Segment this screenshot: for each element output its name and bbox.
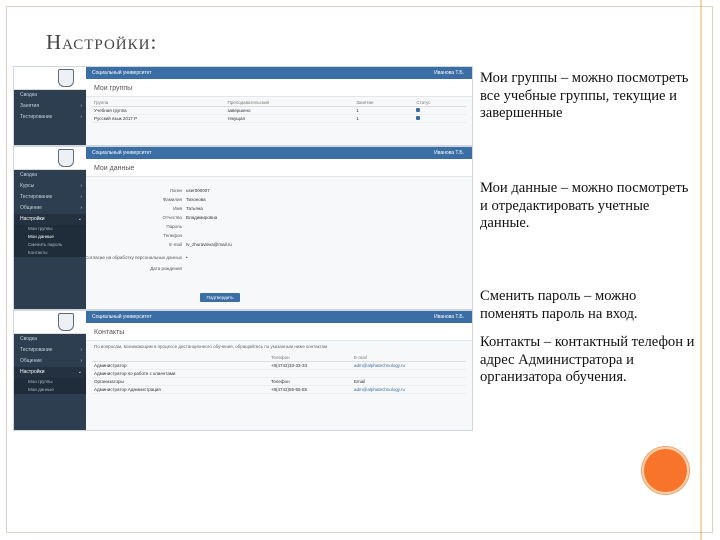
- sidebar-item-label: Общение: [20, 205, 42, 211]
- name-field[interactable]: Татьяна: [186, 206, 203, 211]
- sidebar-item-label: Тестирование: [20, 114, 53, 120]
- groups-table: [92, 99, 466, 123]
- chevron-right-icon: ›: [80, 205, 82, 211]
- table-cell: Организаторы: [92, 378, 269, 386]
- field-label: Пароль: [166, 224, 182, 229]
- sidebar-item-testing[interactable]: [14, 345, 86, 356]
- topbar-brand[interactable]: Социальный университет: [92, 314, 152, 320]
- field-label: Имя: [173, 206, 182, 211]
- form-row-consent: [86, 254, 472, 262]
- form-row-phone: [86, 232, 472, 240]
- form-row-surname: [86, 196, 472, 204]
- main-panel: [86, 323, 472, 430]
- table-row: [92, 386, 466, 394]
- sidebar-item-label: Общение: [20, 358, 42, 364]
- email-link[interactable]: adm@alphatechnology.ru: [352, 386, 466, 394]
- check-icon: [416, 116, 420, 120]
- column-header: E-mail: [352, 354, 466, 362]
- main-panel: [86, 79, 472, 145]
- table-cell: [414, 115, 466, 123]
- sidebar-subitem-change-password[interactable]: Сменить пароль: [14, 241, 86, 249]
- bullet-contacts: Контакты – контактный телефон и адрес Администратора и организатора обучения.: [480, 334, 695, 385]
- table-cell: [414, 107, 466, 115]
- chevron-right-icon: ›: [80, 183, 82, 189]
- column-header: [92, 354, 269, 362]
- decorative-circle: [642, 447, 689, 494]
- table-cell: Email: [352, 378, 466, 386]
- column-header[interactable]: Занятие: [354, 99, 414, 107]
- column-header[interactable]: Преподавательский: [225, 99, 354, 107]
- sidebar-subitem-my-data[interactable]: Мои данные: [14, 386, 86, 394]
- sidebar: [14, 147, 86, 309]
- table-cell: 1: [354, 107, 414, 115]
- table-cell: Русский язык 2017 Р: [92, 115, 225, 123]
- sidebar-item-label: Тестирование: [20, 194, 53, 200]
- confirm-button[interactable]: Подтвердить: [200, 293, 240, 302]
- email-link[interactable]: adm@alphatechnology.ru: [352, 362, 466, 370]
- table-cell: Администратор по работе с клиентами: [92, 370, 269, 378]
- sidebar-item-summary[interactable]: Сводка: [20, 172, 37, 178]
- form-row-name: [86, 205, 472, 213]
- check-icon: [416, 108, 420, 112]
- field-label: Фамилия: [162, 197, 182, 202]
- bullet-my-data: Мои данные – можно посмотреть и отредактировать учетные данные.: [480, 180, 689, 231]
- chevron-right-icon: ›: [80, 114, 82, 120]
- sidebar-item-settings[interactable]: [14, 214, 86, 225]
- sidebar: [14, 311, 86, 430]
- crest-icon: [58, 313, 74, 331]
- page-title: Мои данные: [86, 159, 472, 177]
- form-row-password: [86, 223, 472, 231]
- sidebar-subitem-contacts[interactable]: Контакты: [14, 249, 86, 257]
- form-row-birthdate: [86, 265, 472, 273]
- table-cell: Администратор Администрация: [92, 386, 269, 394]
- topbar: [86, 67, 472, 79]
- table-row[interactable]: [92, 115, 466, 123]
- logo-area: [14, 147, 86, 170]
- field-label: Отчество: [162, 215, 182, 220]
- field-label: Телефон: [163, 233, 182, 238]
- table-cell: Телефон: [269, 378, 352, 386]
- slide-title: Настройки:: [46, 30, 158, 54]
- user-menu[interactable]: Иванова Т.Б.: [434, 150, 464, 156]
- crest-icon: [58, 149, 74, 167]
- email-link[interactable]: [352, 370, 466, 378]
- contacts-table: [92, 354, 466, 394]
- sidebar-subitem-my-groups[interactable]: Мои группы: [14, 378, 86, 386]
- topbar-brand[interactable]: Социальный университет: [92, 150, 152, 156]
- table-row: [92, 362, 466, 370]
- sidebar-item-label: Курсы: [20, 183, 35, 189]
- sidebar-item-testing[interactable]: [14, 192, 86, 203]
- column-header[interactable]: Статус: [414, 99, 466, 107]
- table-cell: текущая: [225, 115, 354, 123]
- email-field[interactable]: tv_zhuravleva@mail.ru: [186, 242, 232, 247]
- column-header: Телефон: [269, 354, 352, 362]
- sidebar-item-testing[interactable]: [14, 112, 86, 123]
- sidebar: [14, 67, 86, 145]
- topbar: [86, 147, 472, 159]
- topbar: [86, 311, 472, 323]
- contacts-note: По вопросам, возникающим в процессе дистанционного обучения, обращайтесь по указанным ниже контактам: [94, 344, 328, 349]
- login-field[interactable]: user000007: [186, 188, 210, 193]
- sidebar-item-settings[interactable]: [14, 367, 86, 378]
- chevron-right-icon: ›: [80, 194, 82, 200]
- sidebar-item-lessons[interactable]: [14, 101, 86, 112]
- chevron-right-icon: ›: [80, 347, 82, 353]
- field-label: Логин: [169, 188, 182, 193]
- patronymic-field[interactable]: Владимировна: [186, 215, 218, 220]
- field-label: E-mail: [169, 242, 182, 247]
- form-row-login: [86, 187, 472, 195]
- page-title: Мои группы: [86, 79, 472, 97]
- page-title: Контакты: [86, 323, 472, 341]
- field-label: Дата рождения: [150, 266, 182, 271]
- screenshot-my-groups: [13, 66, 473, 146]
- sidebar-item-courses[interactable]: [14, 181, 86, 192]
- surname-field[interactable]: Тихонова: [186, 197, 206, 202]
- table-row: [92, 370, 466, 378]
- screenshot-contacts: [13, 310, 473, 431]
- table-cell: +8(4742)33-33-33: [269, 362, 352, 370]
- sidebar-item-label: Настройки: [20, 369, 45, 375]
- table-cell: Администратор: [92, 362, 269, 370]
- sidebar-item-label: Занятия: [20, 103, 40, 109]
- sidebar-item-communication[interactable]: [14, 356, 86, 367]
- accent-rule: [700, 0, 702, 540]
- chevron-down-icon: ⌄: [77, 369, 82, 375]
- field-label: Согласие на обработку персональных данных: [85, 255, 182, 260]
- sidebar-item-label: Тестирование: [20, 347, 53, 353]
- chevron-down-icon: ⌄: [77, 216, 82, 222]
- chevron-right-icon: ›: [80, 103, 82, 109]
- sidebar-subitem-my-groups[interactable]: Мои группы: [14, 225, 86, 233]
- table-cell: 1: [354, 115, 414, 123]
- table-row: [92, 378, 466, 386]
- column-header[interactable]: Группа: [92, 99, 225, 107]
- crest-icon: [58, 69, 74, 87]
- logo-area: [14, 67, 86, 90]
- consent-checkbox[interactable]: •: [186, 255, 188, 260]
- bullet-my-groups: Мои группы – можно посмотреть все учебные группы, текущие и завершенные: [480, 70, 689, 121]
- table-cell: завершено: [225, 107, 354, 115]
- topbar-brand[interactable]: Социальный университет: [92, 70, 152, 76]
- sidebar-item-label: Настройки: [20, 216, 45, 222]
- form-row-email: [86, 241, 472, 249]
- main-panel: [86, 159, 472, 309]
- user-menu[interactable]: Иванова Т.Б.: [434, 70, 464, 76]
- table-cell: +8(4742)55-55-55: [269, 386, 352, 394]
- sidebar-item-summary[interactable]: Сводка: [20, 92, 37, 98]
- table-cell: [269, 370, 352, 378]
- screenshot-my-data: [13, 146, 473, 310]
- logo-area: [14, 311, 86, 334]
- bullet-change-password: Сменить пароль – можно поменять пароль на вход.: [480, 288, 638, 322]
- form-row-patronymic: [86, 214, 472, 222]
- user-menu[interactable]: Иванова Т.Б.: [434, 314, 464, 320]
- sidebar-subitem-my-data[interactable]: Мои данные: [14, 233, 86, 241]
- sidebar-item-summary[interactable]: Сводка: [20, 336, 37, 342]
- table-row[interactable]: [92, 107, 466, 115]
- table-cell: Учебная группа: [92, 107, 225, 115]
- sidebar-item-communication[interactable]: [14, 203, 86, 214]
- chevron-right-icon: ›: [80, 358, 82, 364]
